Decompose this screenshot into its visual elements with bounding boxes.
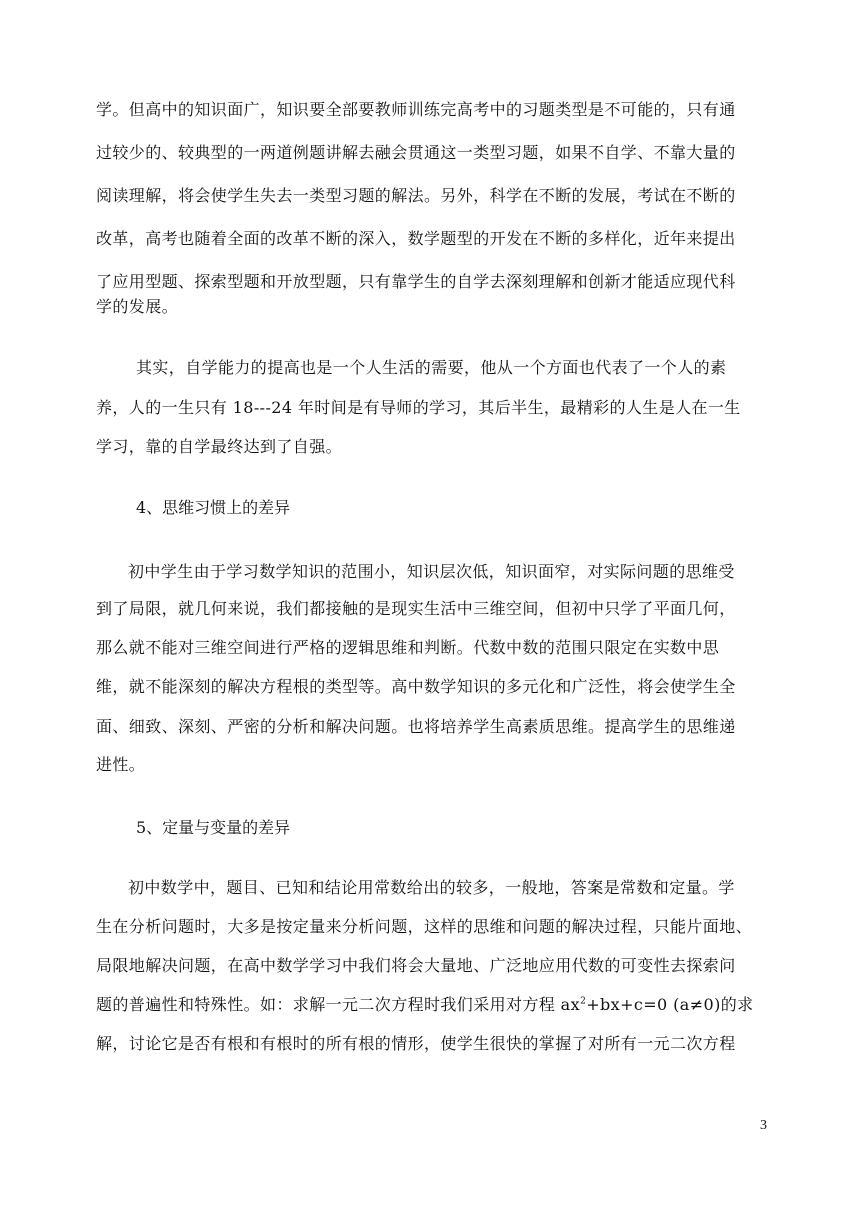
equation-superscript: 2 xyxy=(580,996,587,1007)
paragraph-line: 学的发展。 xyxy=(96,297,179,316)
paragraph-line: 学。但高中的知识面广，知识要全部要教师训练完高考中的习题类型是不可能的，只有通 xyxy=(96,100,736,119)
paragraph-line: 进性。 xyxy=(96,755,146,774)
paragraph-line: 局限地解决问题，在高中数学学习中我们将会大量地、广泛地应用代数的可变性去探索问 xyxy=(96,956,736,975)
paragraph-line: 解，讨论它是否有根和有根时的所有根的情形，使学生很快的掌握了对所有一元二次方程 xyxy=(96,1034,736,1053)
equation-text-start: 题的普遍性和特殊性。如：求解一元二次方程时我们采用对方程 ax xyxy=(96,995,581,1014)
paragraph-line: 过较少的、较典型的一两道例题讲解去融会贯通这一类型习题，如果不自学、不靠大量的 xyxy=(96,143,736,162)
paragraph-line: 那么就不能对三维空间进行严格的逻辑思维和判断。代数中数的范围只限定在实数中思 xyxy=(96,638,720,657)
paragraph-line: 到了局限，就几何来说，我们都接触的是现实生活中三维空间，但初中只学了平面几何， xyxy=(96,599,736,618)
page-number: 3 xyxy=(760,1118,767,1133)
paragraph-line-with-equation xyxy=(96,995,754,1015)
paragraph-line: 学习，靠的自学最终达到了自强。 xyxy=(96,437,343,456)
section-heading: 4、思维习惯上的差异 xyxy=(136,498,291,517)
paragraph-line: 初中学生由于学习数学知识的范围小，知识层次低，知识面窄，对实际问题的思维受 xyxy=(128,562,735,581)
paragraph-line: 阅读理解，将会使学生失去一类型习题的解法。另外，科学在不断的发展，考试在不断的 xyxy=(96,186,736,205)
equation-text-end: +bx+c=0 (a≠0)的求 xyxy=(586,995,754,1014)
paragraph-line: 面、细致、深刻、严密的分析和解决问题。也将培养学生高素质思维。提高学生的思维递 xyxy=(96,717,736,736)
paragraph-line: 初中数学中，题目、已知和结论用常数给出的较多，一般地，答案是常数和定量。学 xyxy=(128,878,735,897)
paragraph-line: 养，人的一生只有 18---24 年时间是有导师的学习，其后半生，最精彩的人生是人在一生 xyxy=(96,398,741,417)
paragraph-line: 改革，高考也随着全面的改革不断的深入，数学题型的开发在不断的多样化，近年来提出 xyxy=(96,229,736,248)
paragraph-line: 其实，自学能力的提高也是一个人生活的需要，他从一个方面也代表了一个人的素 xyxy=(136,358,727,377)
paragraph-line: 了应用型题、探索型题和开放型题，只有靠学生的自学去深刻理解和创新才能适应现代科 xyxy=(96,272,736,291)
paragraph-line: 维，就不能深刻的解决方程根的类型等。高中数学知识的多元化和广泛性，将会使学生全 xyxy=(96,677,736,696)
paragraph-line: 生在分析问题时，大多是按定量来分析问题，这样的思维和问题的解决过程，只能片面地、 xyxy=(96,917,753,936)
section-heading: 5、定量与变量的差异 xyxy=(136,818,291,837)
